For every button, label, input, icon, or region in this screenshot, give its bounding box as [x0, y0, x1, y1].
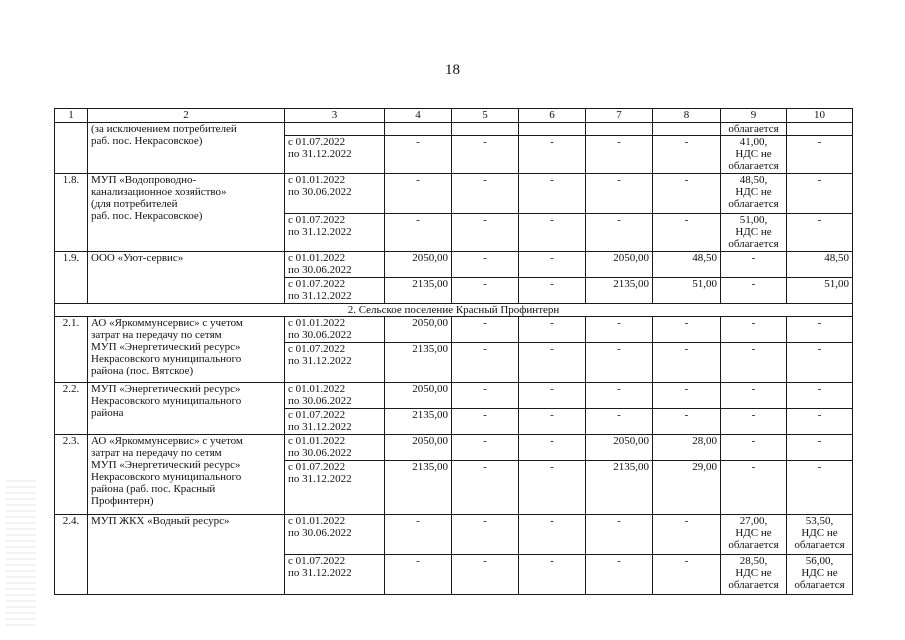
dash-cell: - [586, 136, 653, 174]
dash-cell: - [586, 214, 653, 252]
row-number-cell: 2.4. [55, 515, 88, 595]
value-cell: 2135,00 [385, 278, 452, 304]
dash-cell: - [586, 343, 653, 383]
column-header: 7 [586, 109, 653, 123]
value-cell: 2135,00 [385, 409, 452, 435]
dash-cell: - [452, 317, 519, 343]
table-cell [586, 123, 653, 136]
vat-note-cell: облагается [721, 123, 787, 136]
dash-cell: - [721, 383, 787, 409]
column-header: 8 [653, 109, 721, 123]
dash-cell: - [519, 555, 586, 595]
column-header: 2 [88, 109, 285, 123]
period-cell: с 01.01.2022 по 30.06.2022 [285, 515, 385, 555]
value-cell: 2135,00 [385, 461, 452, 515]
dash-cell: - [519, 383, 586, 409]
dash-cell: - [385, 555, 452, 595]
dash-cell: - [586, 383, 653, 409]
organization-cell: МУП ЖКХ «Водный ресурс» [88, 515, 285, 595]
column-header: 4 [385, 109, 452, 123]
dash-cell: - [452, 515, 519, 555]
dash-cell: - [721, 409, 787, 435]
dash-cell: - [385, 214, 452, 252]
dash-cell: - [519, 278, 586, 304]
dash-cell: - [721, 252, 787, 278]
dash-cell: - [653, 409, 721, 435]
vat-note-cell: 28,50, НДС не облагается [721, 555, 787, 595]
dash-cell: - [385, 515, 452, 555]
value-cell: 2050,00 [385, 435, 452, 461]
row-number-cell [55, 123, 88, 174]
value-cell: 2050,00 [586, 435, 653, 461]
dash-cell: - [586, 317, 653, 343]
dash-cell: - [586, 515, 653, 555]
dash-cell: - [452, 461, 519, 515]
dash-cell: - [519, 174, 586, 214]
table-row [55, 435, 853, 461]
table-cell [519, 123, 586, 136]
row-number-cell: 2.3. [55, 435, 88, 515]
vat-note-cell: 56,00, НДС не облагается [787, 555, 853, 595]
table-cell [787, 123, 853, 136]
table-row [55, 174, 853, 214]
dash-cell: - [653, 214, 721, 252]
vat-note-cell: 51,00, НДС не облагается [721, 214, 787, 252]
dash-cell: - [721, 278, 787, 304]
dash-cell: - [385, 136, 452, 174]
table-row [55, 383, 853, 409]
dash-cell: - [452, 343, 519, 383]
column-header: 6 [519, 109, 586, 123]
value-cell: 48,50 [653, 252, 721, 278]
dash-cell: - [721, 461, 787, 515]
value-cell: 29,00 [653, 461, 721, 515]
dash-cell: - [721, 435, 787, 461]
dash-cell: - [787, 136, 853, 174]
row-number-cell: 2.1. [55, 317, 88, 383]
period-cell [285, 123, 385, 136]
row-number-cell: 1.8. [55, 174, 88, 252]
column-header: 10 [787, 109, 853, 123]
dash-cell: - [586, 174, 653, 214]
period-cell: с 01.07.2022 по 31.12.2022 [285, 343, 385, 383]
value-cell: 28,00 [653, 435, 721, 461]
value-cell: 2050,00 [385, 252, 452, 278]
dash-cell: - [787, 461, 853, 515]
table-cell [385, 123, 452, 136]
period-cell: с 01.07.2022 по 31.12.2022 [285, 278, 385, 304]
vat-note-cell: 27,00, НДС не облагается [721, 515, 787, 555]
period-cell: с 01.01.2022 по 30.06.2022 [285, 252, 385, 278]
dash-cell: - [787, 174, 853, 214]
dash-cell: - [586, 555, 653, 595]
table-cell [653, 123, 721, 136]
section-title: 2. Сельское поселение Красный Профинтерн [55, 304, 853, 317]
dash-cell: - [519, 435, 586, 461]
value-cell: 51,00 [653, 278, 721, 304]
value-cell: 2050,00 [586, 252, 653, 278]
value-cell: 48,50 [787, 252, 853, 278]
dash-cell: - [787, 317, 853, 343]
dash-cell: - [519, 317, 586, 343]
dash-cell: - [519, 214, 586, 252]
dash-cell: - [787, 214, 853, 252]
dash-cell: - [787, 383, 853, 409]
dash-cell: - [452, 435, 519, 461]
value-cell: 2050,00 [385, 383, 452, 409]
organization-cell: МУП «Водопроводно- канализационное хозяйство» (для потребителей раб. пос. Некрасовское) [88, 174, 285, 252]
dash-cell: - [519, 252, 586, 278]
value-cell: 2050,00 [385, 317, 452, 343]
period-cell: с 01.01.2022 по 30.06.2022 [285, 317, 385, 343]
dash-cell: - [452, 136, 519, 174]
vat-note-cell: 48,50, НДС не облагается [721, 174, 787, 214]
dash-cell: - [452, 252, 519, 278]
vat-note-cell: 41,00, НДС не облагается [721, 136, 787, 174]
dash-cell: - [653, 343, 721, 383]
dash-cell: - [653, 174, 721, 214]
table-row [55, 123, 853, 136]
dash-cell: - [452, 214, 519, 252]
dash-cell: - [519, 136, 586, 174]
dash-cell: - [385, 174, 452, 214]
dash-cell: - [721, 317, 787, 343]
dash-cell: - [452, 383, 519, 409]
dash-cell: - [653, 383, 721, 409]
dash-cell: - [653, 317, 721, 343]
organization-cell: АО «Яркоммунсервис» с учетом затрат на передачу по сетям МУП «Энергетический ресурс» Некрасовского муниципального района (пос. Вятское) [88, 317, 285, 383]
period-cell: с 01.01.2022 по 30.06.2022 [285, 435, 385, 461]
dash-cell: - [787, 409, 853, 435]
dash-cell: - [787, 435, 853, 461]
row-number-cell: 1.9. [55, 252, 88, 304]
period-cell: с 01.01.2022 по 30.06.2022 [285, 383, 385, 409]
table-cell [452, 123, 519, 136]
dash-cell: - [452, 555, 519, 595]
period-cell: с 01.07.2022 по 31.12.2022 [285, 461, 385, 515]
value-cell: 2135,00 [586, 461, 653, 515]
value-cell: 2135,00 [586, 278, 653, 304]
table-row [55, 515, 853, 555]
period-cell: с 01.07.2022 по 31.12.2022 [285, 214, 385, 252]
dash-cell: - [519, 515, 586, 555]
period-cell: с 01.07.2022 по 31.12.2022 [285, 555, 385, 595]
value-cell: 51,00 [787, 278, 853, 304]
dash-cell: - [452, 409, 519, 435]
column-header: 1 [55, 109, 88, 123]
dash-cell: - [586, 409, 653, 435]
dash-cell: - [519, 409, 586, 435]
section-row [55, 304, 853, 317]
dash-cell: - [452, 174, 519, 214]
table-row [55, 252, 853, 278]
period-cell: с 01.01.2022 по 30.06.2022 [285, 174, 385, 214]
organization-cell: ООО «Уют-сервис» [88, 252, 285, 304]
table-row [55, 317, 853, 343]
organization-cell: МУП «Энергетический ресурс» Некрасовского муниципального района [88, 383, 285, 435]
row-number-cell: 2.2. [55, 383, 88, 435]
column-header: 5 [452, 109, 519, 123]
column-header: 3 [285, 109, 385, 123]
dash-cell: - [653, 555, 721, 595]
page-number: 18 [445, 62, 460, 78]
column-header: 9 [721, 109, 787, 123]
dash-cell: - [653, 136, 721, 174]
organization-cell: (за исключением потребителей раб. пос. Некрасовское) [88, 123, 285, 174]
column-number-row [55, 109, 853, 123]
dash-cell: - [519, 343, 586, 383]
period-cell: с 01.07.2022 по 31.12.2022 [285, 409, 385, 435]
tariff-table [54, 108, 853, 595]
scan-artifact [6, 480, 36, 630]
dash-cell: - [653, 515, 721, 555]
value-cell: 2135,00 [385, 343, 452, 383]
dash-cell: - [519, 461, 586, 515]
period-cell: с 01.07.2022 по 31.12.2022 [285, 136, 385, 174]
dash-cell: - [787, 343, 853, 383]
vat-note-cell: 53,50, НДС не облагается [787, 515, 853, 555]
organization-cell: АО «Яркоммунсервис» с учетом затрат на передачу по сетям МУП «Энергетический ресурс» Некрасовского муниципального района (раб. пос. Красный Профинтерн) [88, 435, 285, 515]
dash-cell: - [721, 343, 787, 383]
dash-cell: - [452, 278, 519, 304]
